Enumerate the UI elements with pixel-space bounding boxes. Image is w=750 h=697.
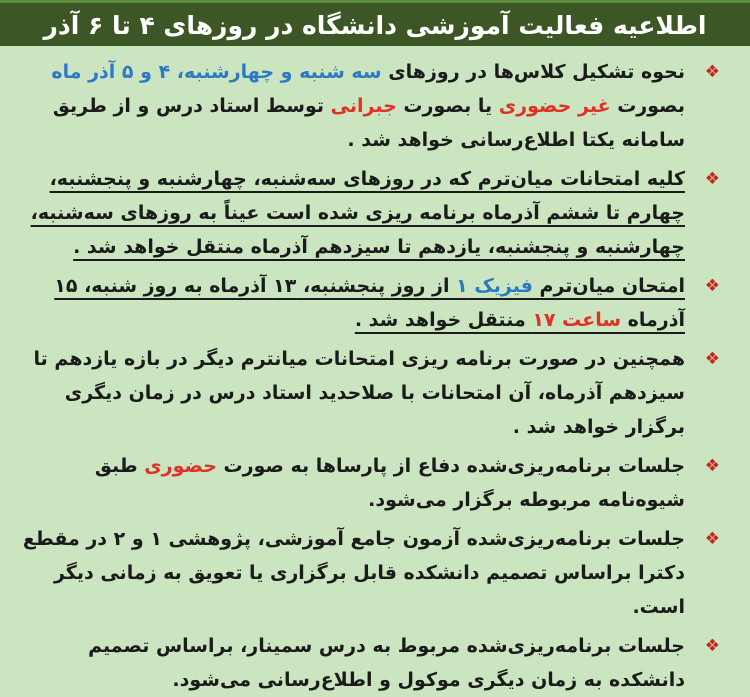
notice-item [12,522,730,624]
text-segment: ساعت ۱۷ [532,309,622,331]
text-segment: بصورت [610,95,685,117]
notice-item-text [31,168,685,258]
notice-item [12,269,730,337]
page-title: اطلاعیه فعالیت آموزشی دانشگاه در روزهای ۴ تا ۶ آذر [43,11,707,40]
notice-item-text [23,528,685,618]
notice-item [12,162,730,264]
text-segment: جلسات برنامه‌ریزی‌شده آزمون جامع آموزشی، پژوهشی ۱ و ۲ در مقطع دکترا براساس تصمیم دانشکده قابل برگزاری یا تعویق به زمانی دیگر است. [22,528,685,618]
text-segment: همچنین در صورت برنامه ریزی امتحانات میانترم دیگر در بازه یازدهم تا سیزدهم آذرماه، آن امتحانات با صلاحدید استاد درس در زمان دیگری برگزار خواهد شد . [33,348,685,438]
diamond-bullet-icon: ❖ [704,62,720,82]
text-segment: جلسات برنامه‌ریزی‌شده دفاع از پارساها به صورت [216,455,685,477]
diamond-bullet-icon: ❖ [704,636,720,656]
diamond-bullet-icon: ❖ [704,169,720,189]
text-segment: کلیه امتحانات میان‌ترم که در روزهای سه‌شنبه، چهارشنبه و پنجشنبه، چهارم تا ششم آذرماه برنامه ریزی شده است عیناً به روزهای سه‌شنبه، چهارشنبه و پنجشنبه، یازدهم تا سیزدهم آذرماه منتقل خواهد شد . [30,168,685,258]
diamond-bullet-icon: ❖ [704,349,720,369]
notice-item-text [88,635,685,691]
text-segment: توسط استاد درس و از طریق سامانه یکتا اطلاع‌رسانی خواهد شد . [52,95,685,151]
text-segment: فیزیک ۱ [456,275,533,297]
diamond-bullet-icon: ❖ [704,276,720,296]
notice-item-text [51,61,685,151]
notice-item-text [54,275,685,331]
text-segment: نحوه تشکیل کلاس‌ها در روزهای [381,61,685,83]
diamond-bullet-icon: ❖ [704,456,720,476]
text-segment: جبرانی [330,95,397,117]
text-segment: یا بصورت [396,95,499,117]
text-segment: از روز پنجشنبه، ۱۳ آذرماه به روز شنبه، ۱۵ آذرماه [54,275,685,331]
text-segment: منتقل خواهد شد . [354,309,533,331]
notice-list [0,46,750,697]
text-segment: طبق شیوه‌نامه مربوطه برگزار می‌شود. [94,455,685,511]
diamond-bullet-icon: ❖ [704,529,720,549]
text-segment: جلسات برنامه‌ریزی‌شده مربوط به درس سمینار، براساس تصمیم دانشکده به زمان دیگری موکول و اطلاع‌رسانی می‌شود. [88,635,685,691]
notice-item [12,342,730,444]
notice-item-text [34,348,685,438]
notice-item [12,55,730,157]
notice-item [12,449,730,517]
text-segment: غیر حضوری [498,95,611,117]
text-segment: امتحان میان‌ترم [532,275,685,297]
text-segment: سه شنبه و چهارشنبه، ۴ و ۵ آذر ماه [51,61,382,83]
announcement-header [0,0,750,46]
text-segment: حضوری [144,455,217,477]
notice-item-text [95,455,685,511]
notice-item [12,629,730,697]
